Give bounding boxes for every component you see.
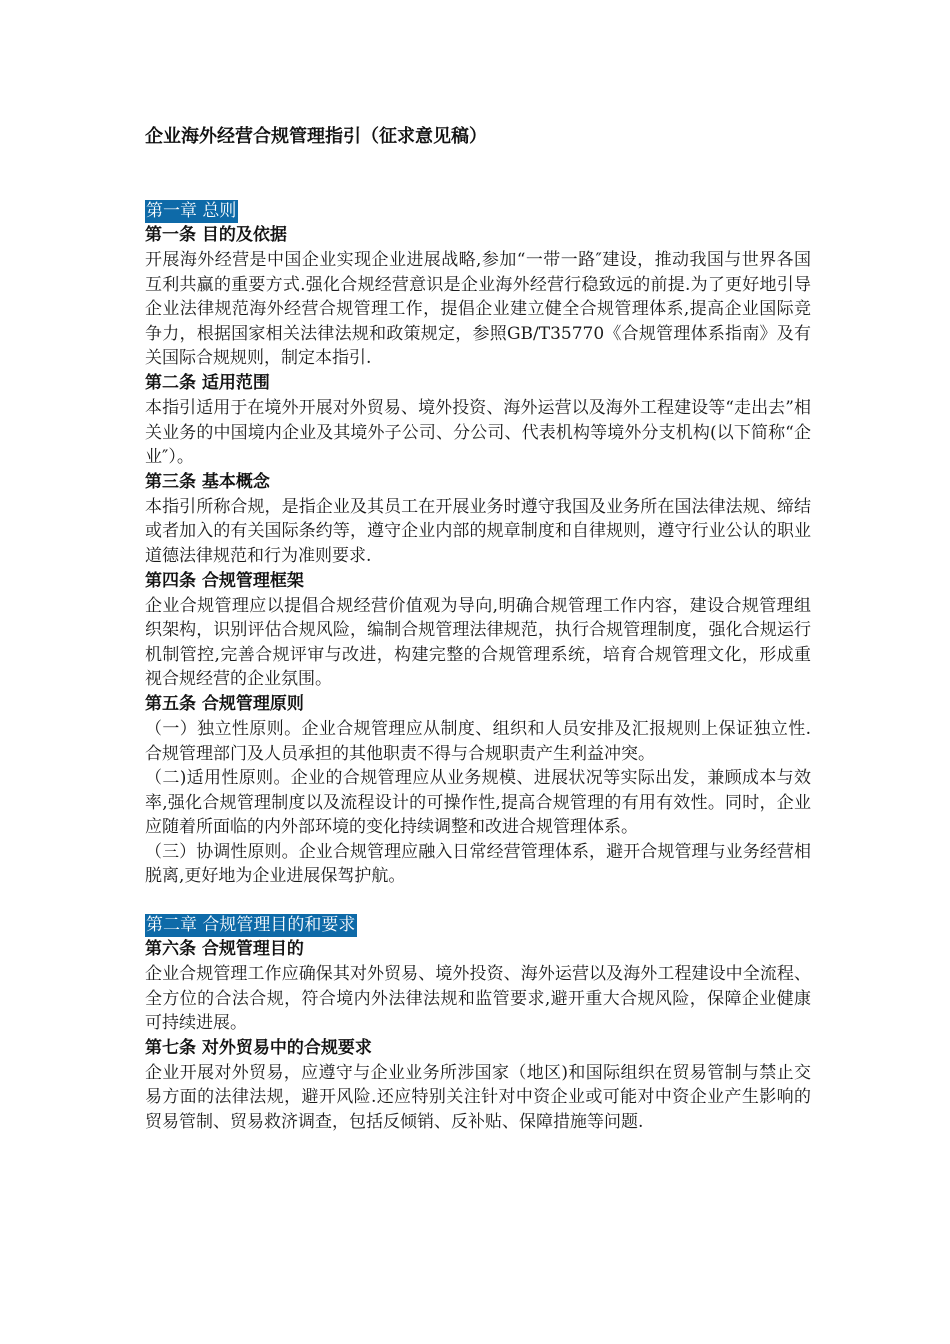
paragraph: 本指引适用于在境外开展对外贸易、境外投资、海外运营以及海外工程建设等“走出去”相关业务的中国境内企业及其境外子公司、分公司、代表机构等境外分支机构(以下简称“企业″）。 xyxy=(145,397,811,468)
document-body xyxy=(145,200,811,1135)
paragraph: 本指引所称合规，是指企业及其员工在开展业务时遵守我国及业务所在国法律法规、缔结或者加入的有关国际条约等，遵守企业内部的规章制度和自律规则，遵守行业公认的职业道德法律规范和行为准则要求. xyxy=(145,496,811,566)
paragraph: 开展海外经营是中国企业实现企业进展战略,参加“一带一路″建设，推动我国与世界各国互利共赢的重要方式.强化合规经营意识是企业海外经营行稳致远的前提.为了更好地引导企业法律规范海外经营合规管理工作，提倡企业建立健全合规管理体系,提高企业国际竞争力，根据国家相关法律法规和政策规定，参照GB/T35770《合规管理体系指南》及有关国际合规规则，制定本指引. xyxy=(145,250,811,369)
article-5 xyxy=(145,692,811,889)
article-text xyxy=(145,495,811,569)
article-text xyxy=(145,962,811,1036)
article-text xyxy=(145,1061,811,1135)
chapter-1 xyxy=(145,200,811,889)
article-7 xyxy=(145,1036,811,1135)
article-4 xyxy=(145,569,811,692)
article-heading: 第一条 目的及依据 xyxy=(145,225,287,245)
article-heading: 第四条 合规管理框架 xyxy=(145,570,304,591)
article-heading: 第二条 适用范围 xyxy=(145,372,270,393)
chapter-heading: 第一章 总则 xyxy=(146,201,237,221)
paragraph: （一）独立性原则。企业合规管理应从制度、组织和人员安排及汇报规则上保证独立性.合规管理部门及人员承担的其他职责不得与合规职责产生利益冲突。 xyxy=(145,718,811,764)
article-heading: 第五条 合规管理原则 xyxy=(145,693,304,714)
article-text xyxy=(145,248,811,371)
article-2 xyxy=(145,371,811,470)
paragraph: （三）协调性原则。企业合规管理应融入日常经营管理体系，避开合规管理与业务经营相脱离,更好地为企业进展保驾护航。 xyxy=(145,841,811,887)
article-3 xyxy=(145,470,811,569)
paragraph: （二)适用性原则。企业的合规管理应从业务规模、进展状况等实际出发，兼顾成本与效率,强化合规管理制度以及流程设计的可操作性,提高合规管理的有用有效性。同时，企业应随着所面临的内外部环境的变化持续调整和改进合规管理体系。 xyxy=(145,768,811,838)
article-text xyxy=(145,717,811,889)
article-heading: 第三条 基本概念 xyxy=(145,471,270,492)
article-heading: 第六条 合规管理目的 xyxy=(145,939,304,960)
chapter-2 xyxy=(145,914,811,1135)
article-text xyxy=(145,594,811,692)
paragraph: 企业合规管理工作应确保其对外贸易、境外投资、海外运营以及海外工程建设中全流程、全方位的合法合规，符合境内外法律法规和监管要求,避开重大合规风险，保障企业健康可持续进展。 xyxy=(145,964,811,1034)
article-1 xyxy=(145,223,811,371)
article-heading: 第七条 对外贸易中的合规要求 xyxy=(145,1037,372,1058)
paragraph: 企业合规管理应以提倡合规经营价值观为导向,明确合规管理工作内容，建设合规管理组织架构，识别评估合规风险，编制合规管理法律规范，执行合规管理制度，强化合规运行机制管控,完善合规评审与改进，构建完整的合规管理系统，培育合规管理文化，形成重视合规经营的企业氛围。 xyxy=(145,595,811,690)
document-title: 企业海外经营合规管理指引（征求意见稿） xyxy=(145,126,487,147)
article-text xyxy=(145,396,811,470)
paragraph: 企业开展对外贸易，应遵守与企业业务所涉国家（地区)和国际组织在贸易管制与禁止交易方面的法律法规，避开风险.还应特别关注针对中资企业或可能对中资企业产生影响的贸易管制、贸易救济调查，包括反倾销、反补贴、保障措施等问题. xyxy=(145,1062,811,1133)
article-6 xyxy=(145,937,811,1036)
chapter-heading: 第二章 合规管理目的和要求 xyxy=(146,915,356,936)
